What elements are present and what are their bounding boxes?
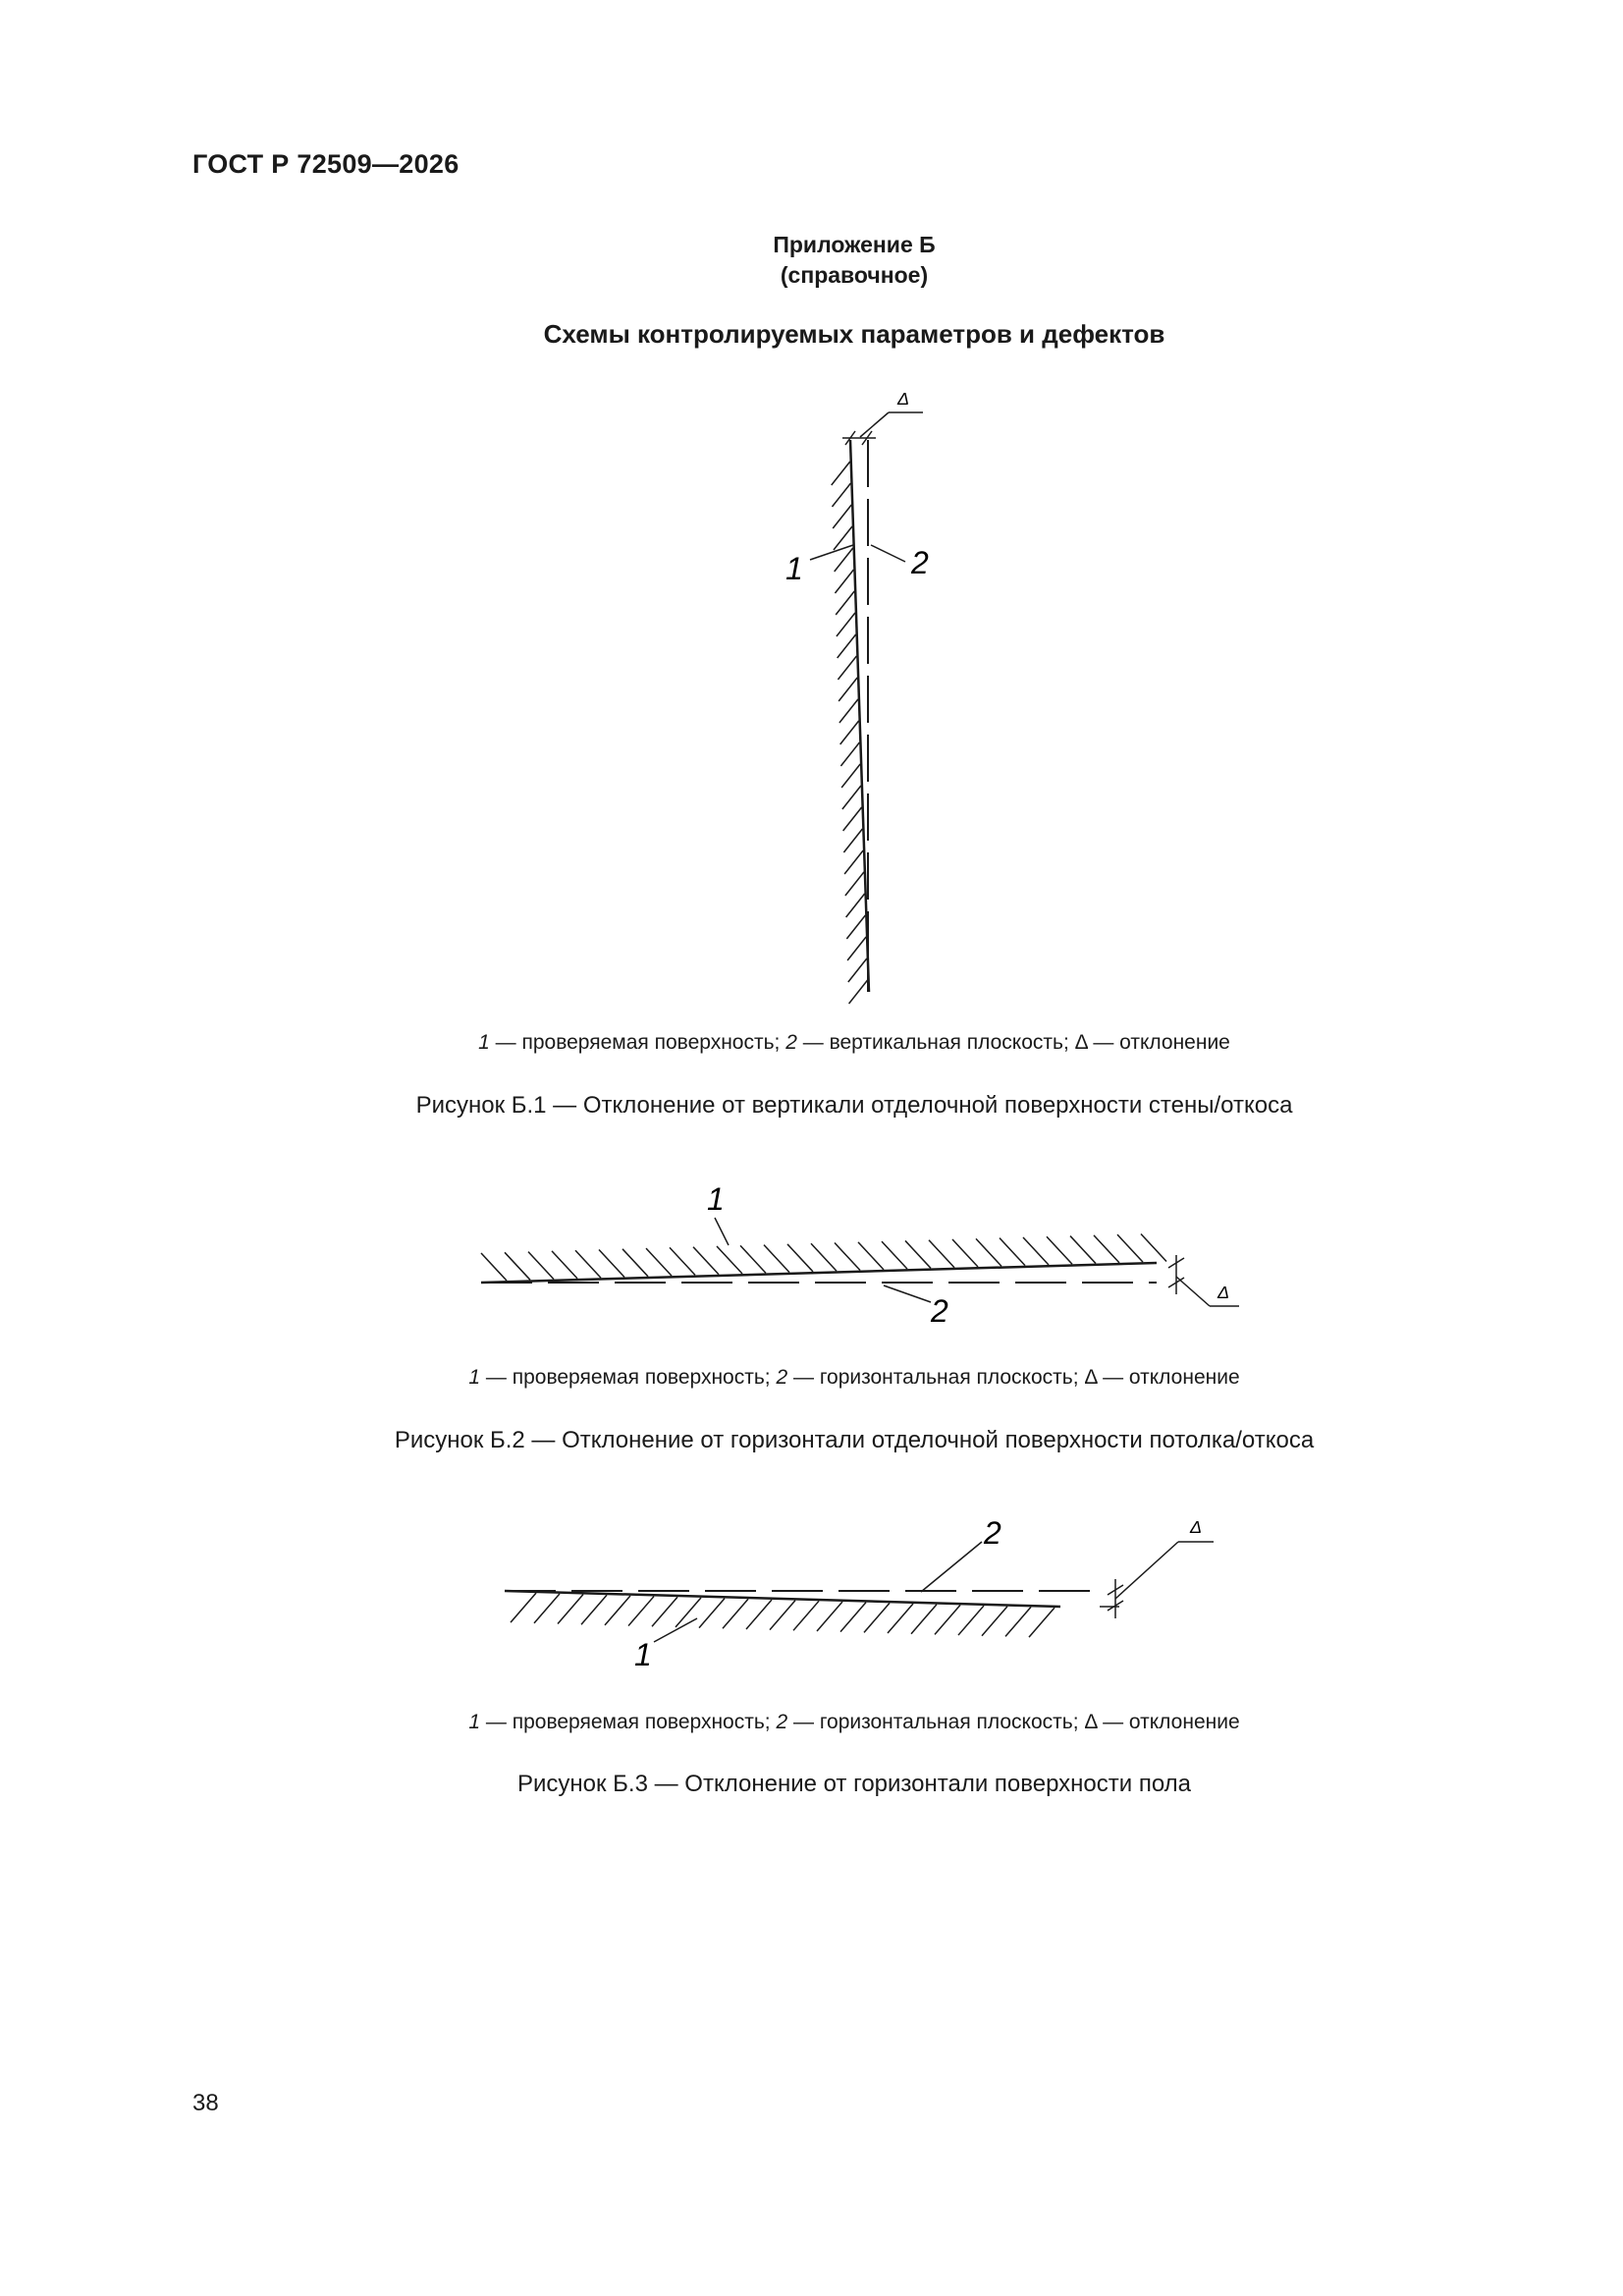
- hatch-stroke: [1005, 1607, 1031, 1636]
- figure-b2-label-delta: Δ: [1217, 1283, 1230, 1302]
- figure-b1-label-2: 2: [911, 545, 929, 580]
- figure-b2-caption: Рисунок Б.2 — Отклонение от горизонтали отделочной поверхности потолка/откоса: [394, 1427, 1315, 1453]
- hatch-stroke: [840, 1603, 866, 1632]
- figure-b3-label-2: 2: [984, 1515, 1001, 1551]
- figure-b1-label-1: 1: [785, 551, 803, 586]
- document-code: ГОСТ Р 72509—2026: [192, 149, 460, 179]
- hatch-stroke: [1029, 1608, 1055, 1637]
- hatch-stroke: [864, 1603, 890, 1632]
- annex-title: Приложение Б: [773, 232, 936, 257]
- figure-b1-label-delta: Δ: [897, 389, 910, 409]
- hatch-stroke: [581, 1595, 607, 1624]
- page-number: 38: [192, 2090, 219, 2116]
- hatch-stroke: [605, 1596, 630, 1625]
- figure-b2-label-1: 1: [707, 1181, 725, 1217]
- section-title: Схемы контролируемых параметров и дефектов: [543, 319, 1165, 349]
- hatch-stroke: [888, 1604, 913, 1633]
- label-1-leader: [654, 1618, 697, 1642]
- annex-subtitle: (справочное): [780, 262, 929, 288]
- hatch-stroke: [935, 1605, 960, 1634]
- figure-b2-legend: 1 — проверяемая поверхность; 2 — горизонтальная плоскость; Δ — отклонение: [468, 1366, 1240, 1389]
- hatch-stroke: [511, 1593, 536, 1622]
- checked-surface-line: [505, 1591, 1060, 1607]
- hatch-stroke: [911, 1605, 937, 1634]
- figure-b1-caption: Рисунок Б.1 — Отклонение от вертикали отделочной поверхности стены/откоса: [415, 1092, 1293, 1119]
- hatch-stroke: [723, 1599, 748, 1628]
- hatch-stroke: [699, 1599, 725, 1628]
- hatch-stroke: [982, 1607, 1007, 1636]
- hatch-stroke: [817, 1602, 842, 1631]
- figure-b3-label-1: 1: [634, 1637, 652, 1672]
- hatch-stroke: [958, 1606, 984, 1635]
- hatch-stroke: [558, 1595, 583, 1624]
- label-2-leader: [921, 1542, 982, 1592]
- hatch-stroke: [770, 1601, 795, 1630]
- hatch-stroke: [793, 1601, 819, 1630]
- figure-b2-label-2: 2: [931, 1293, 948, 1329]
- hatch-stroke: [628, 1597, 654, 1626]
- figure-b3-caption: Рисунок Б.3 — Отклонение от горизонтали поверхности пола: [517, 1771, 1191, 1797]
- figure-b3-label-delta: Δ: [1190, 1517, 1203, 1537]
- hatch-stroke: [534, 1594, 560, 1623]
- hatch-stroke: [652, 1597, 677, 1626]
- figure-b1-legend: 1 — проверяемая поверхность; 2 — вертикальная плоскость; Δ — отклонение: [478, 1031, 1230, 1054]
- hatch-stroke: [746, 1600, 772, 1629]
- delta-leader: [1115, 1542, 1178, 1599]
- figure-b3-legend: 1 — проверяемая поверхность; 2 — горизонтальная плоскость; Δ — отклонение: [468, 1711, 1240, 1733]
